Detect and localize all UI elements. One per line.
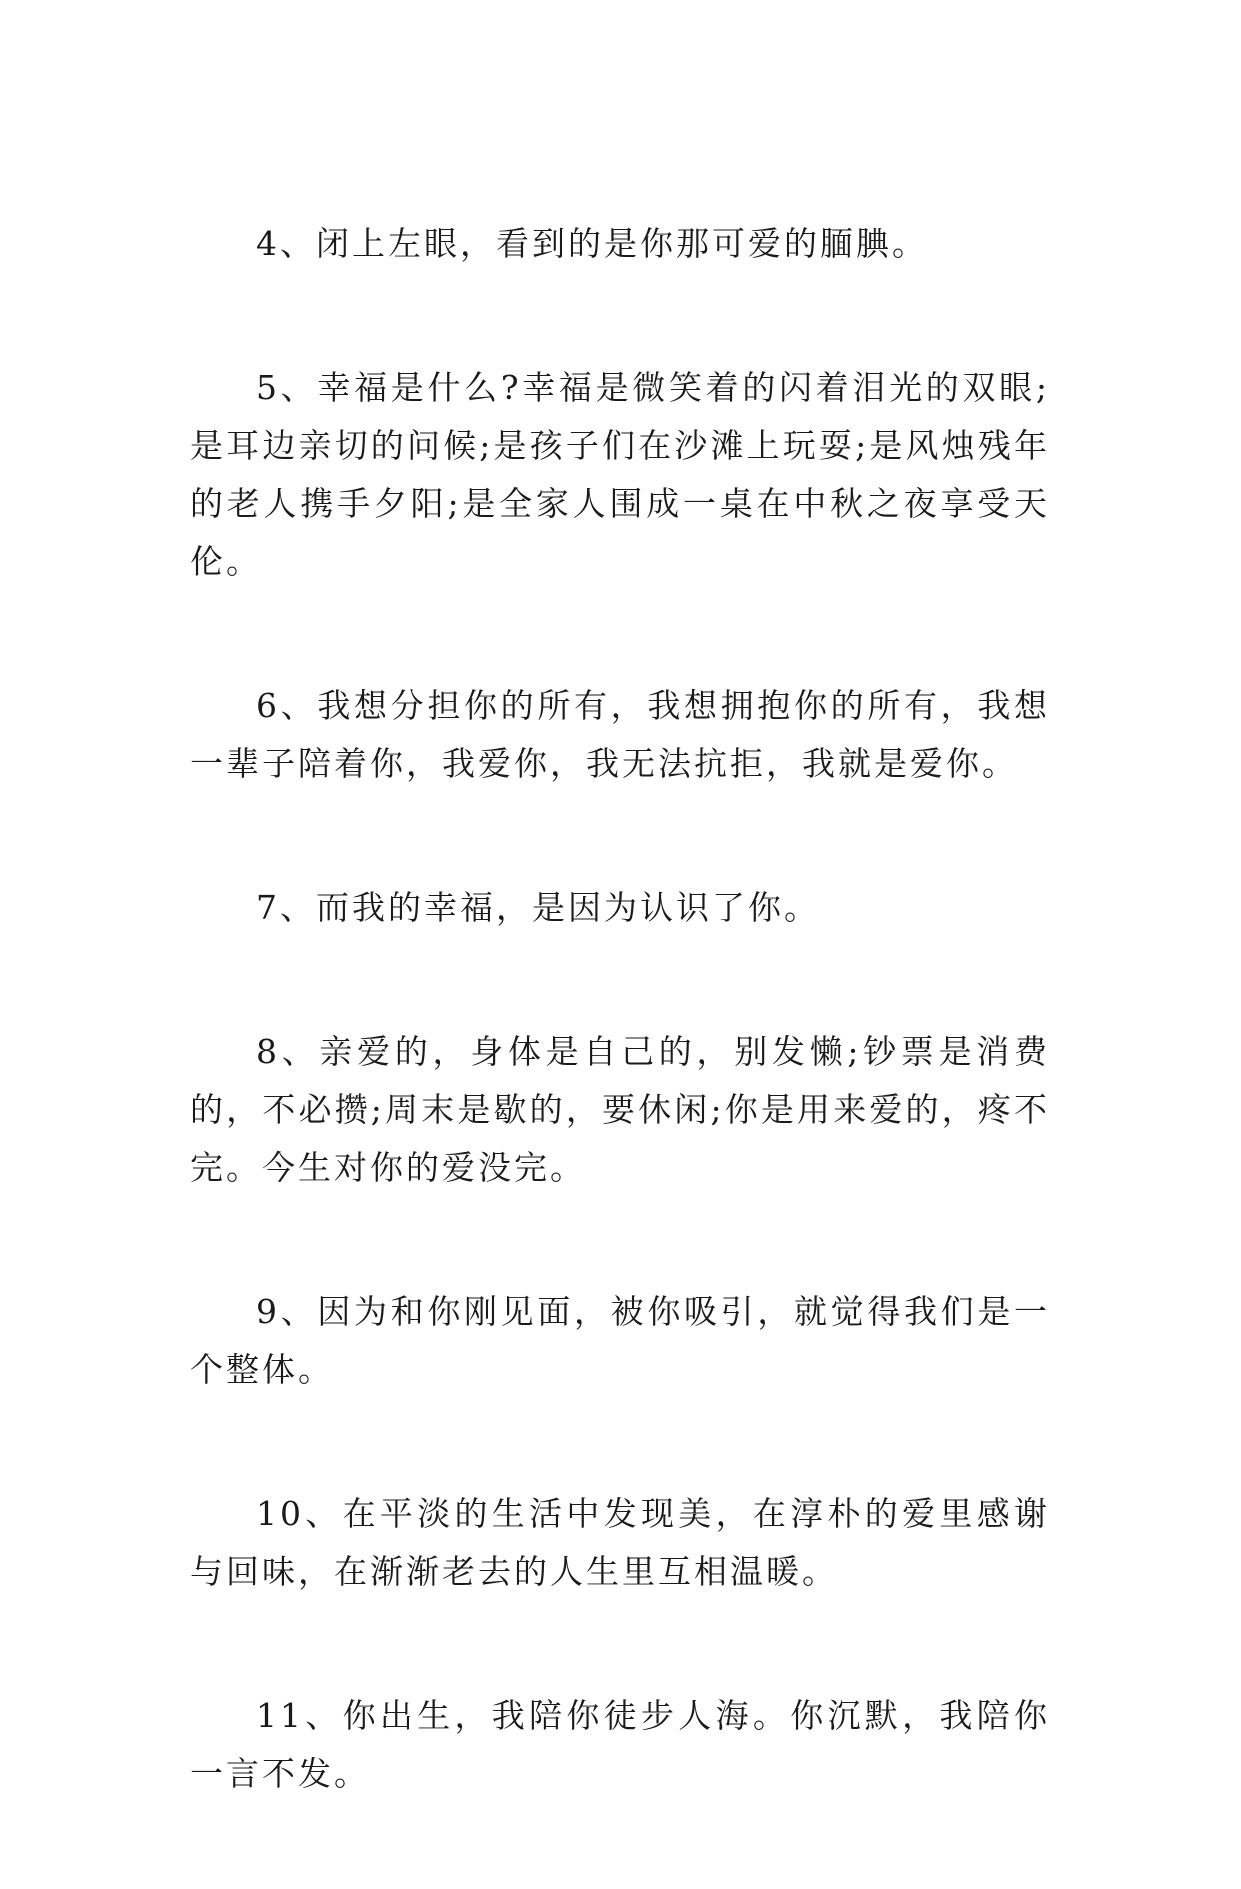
paragraph-11: 11、你出生，我陪你徒步人海。你沉默，我陪你一言不发。: [190, 1696, 1050, 1793]
paragraph-6: 6、我想分担你的所有，我想拥抱你的所有，我想一辈子陪着你，我爱你，我无法抗拒，我就是爱你。: [190, 686, 1050, 783]
document-body: [190, 215, 1050, 1889]
paragraph-9: 9、因为和你刚见面，被你吸引，就觉得我们是一个整体。: [190, 1292, 1050, 1389]
paragraph-7: 7、而我的幸福，是因为认识了你。: [256, 888, 820, 927]
paragraph-10: 10、在平淡的生活中发现美，在淳朴的爱里感谢与回味，在渐渐老去的人生里互相温暖。: [190, 1494, 1050, 1591]
paragraph-4: 4、闭上左眼，看到的是你那可爱的腼腆。: [256, 224, 928, 263]
paragraph-8: 8、亲爱的，身体是自己的，别发懒;钞票是消费的，不必攒;周末是歇的，要休闲;你是用来爱的，疼不完。今生对你的爱没完。: [190, 1032, 1050, 1187]
paragraph-5: 5、幸福是什么?幸福是微笑着的闪着泪光的双眼;是耳边亲切的问候;是孩子们在沙滩上玩耍;是风烛残年的老人携手夕阳;是全家人围成一桌在中秋之夜享受天伦。: [190, 368, 1050, 581]
